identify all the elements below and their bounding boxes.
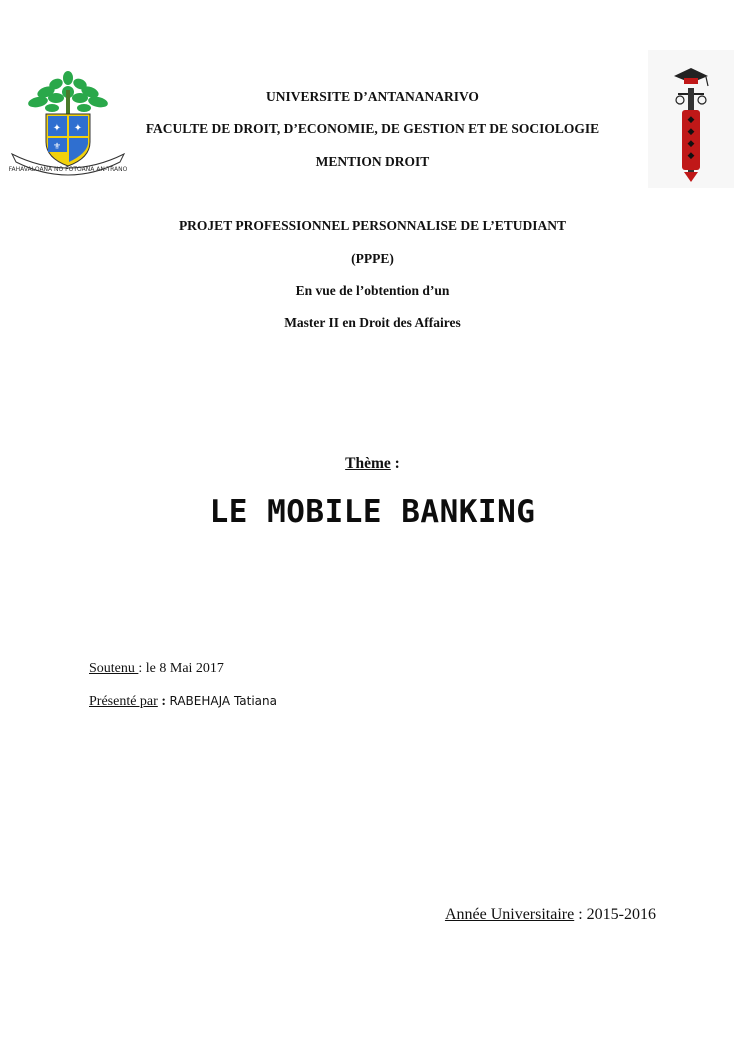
defended-label: Soutenu — [89, 661, 139, 676]
year-label: Année Universitaire — [444, 906, 575, 923]
svg-text:◆: ◆ — [687, 139, 695, 149]
academic-year — [0, 906, 656, 924]
project-degree: Master II en Droit des Affaires — [284, 315, 461, 330]
project-purpose: En vue de l’obtention d’un — [295, 283, 450, 298]
presenter-name: RABEHAJA Tatiana — [169, 694, 277, 708]
svg-text:⚜: ⚜ — [52, 142, 62, 152]
defended-value: : le 8 Mai 2017 — [138, 661, 224, 676]
year-value: : 2015-2016 — [574, 906, 656, 923]
theme-heading — [0, 455, 745, 473]
theme-separator: : — [390, 455, 400, 472]
svg-text:✦: ✦ — [52, 123, 62, 134]
svg-text:◆: ◆ — [687, 151, 695, 161]
svg-text:◆: ◆ — [687, 127, 695, 137]
svg-text:◆: ◆ — [687, 115, 695, 125]
project-acronym: (PPPE) — [351, 251, 394, 266]
defense-date — [89, 661, 224, 677]
university-name: UNIVERSITE D’ANTANANARIVO — [266, 89, 479, 104]
thesis-title: LE MOBILE BANKING — [209, 494, 536, 530]
svg-text:✦: ✦ — [73, 123, 83, 134]
faculty-name: FACULTE DE DROIT, D’ECONOMIE, DE GESTION ET DE SOCIOLOGIE — [145, 121, 600, 136]
theme-label: Thème — [345, 455, 391, 472]
logo-motto: FAHAVALOANA NO FOTOANA AN-TRANO — [8, 166, 128, 173]
presented-separator: : — [157, 694, 170, 709]
presenter — [89, 694, 277, 710]
mention-name: MENTION DROIT — [315, 154, 430, 169]
project-title: PROJET PROFESSIONNEL PERSONNALISE DE L’ETUDIANT — [178, 218, 567, 233]
presented-label: Présenté par — [89, 694, 158, 709]
